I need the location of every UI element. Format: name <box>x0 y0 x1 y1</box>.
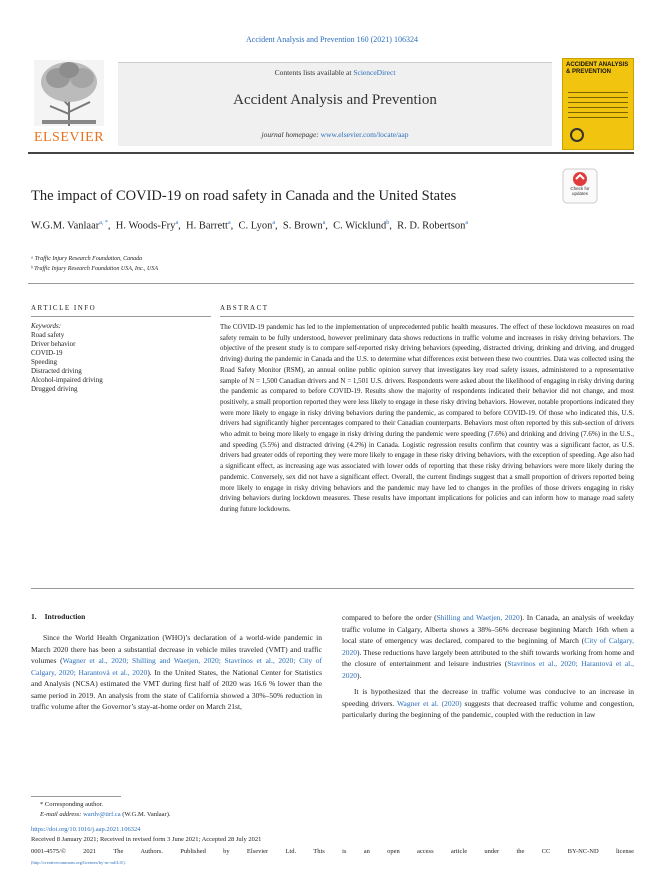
email-link[interactable]: wardv@tirf.ca <box>83 811 121 818</box>
paragraph: It is hypothesized that the decrease in traffic volume was conducive to an increase in speeding drivers. Wagner et al. (2020) suggests that decreased traffic volume and congestion, particularly during the beginning of the pandemic, coupled with the reduction in law <box>342 687 634 719</box>
license-text: 0001-4575/© 2021 The Authors. Published by Elsevier Ltd. This is an open access article under the CC BY-NC-ND license <box>31 848 634 855</box>
contents-line: Contents lists available at ScienceDirect <box>274 68 396 77</box>
keyword-item: COVID-19 <box>31 349 63 357</box>
license-link[interactable]: (http://creativecommons.org/licenses/by-nc-nd/4.0/). <box>31 860 126 865</box>
citation-link[interactable]: Wagner et al. (2020) <box>397 698 462 708</box>
homepage-line: journal homepage: www.elsevier.com/locate/aap <box>261 130 409 139</box>
journal-reference[interactable]: Accident Analysis and Prevention 160 (2021) 106324 <box>246 35 418 44</box>
doi-link[interactable]: https://doi.org/10.1016/j.aap.2021.106324 <box>31 826 141 833</box>
cover-text-lines <box>568 92 628 128</box>
keyword-item: Driver behavior <box>31 340 76 348</box>
keywords-list <box>31 322 211 394</box>
keyword-item: Speeding <box>31 358 58 366</box>
keyword-item: Distracted driving <box>31 367 82 375</box>
affiliation-b: ᵇ Traffic Injury Research Foundation USA, Inc., USA <box>31 266 159 272</box>
check-for-updates-label: Check for updates <box>570 186 590 196</box>
author-name[interactable]: H. Barrett <box>185 220 228 232</box>
body-column-left <box>31 632 322 718</box>
author-name[interactable]: C. Lyon <box>238 220 273 232</box>
keyword-item: Alcohol-impaired driving <box>31 376 103 384</box>
abstract-heading: ABSTRACT <box>220 304 269 312</box>
homepage-link[interactable]: www.elsevier.com/locate/aap <box>320 130 409 139</box>
paragraph: Since the World Health Organization (WHO)’s declaration of a world-wide pandemic in March 2020 there has been a substantial decrease in vehicle miles traveled (VMT) and traffic volumes (Wagner et al., 2020; Shilling and Waetjen, 2020; Stavrinos et al., 2020; City of Calgary, 2020; Harantová et al., 2020). In the United States, the National Center for Statistics and Analysis (NCSA) estimated the VMT during first half of 2020 was 16.6 % lower than the same period in 2019. An analysis from the state of California showed a 30%–50% reduction in traffic volume after the Governor’s stay-at-home order on March 21st, <box>31 633 323 711</box>
citation-link[interactable]: City of Calgary, 2020 <box>342 636 634 657</box>
article-dates: Received 8 January 2021; Received in revised form 3 June 2021; Accepted 28 July 2021 <box>31 836 262 843</box>
citation-link[interactable]: Wagner et al., 2020; Shilling and Waetjen, 2020; Stavrinos et al., 2020; City of Calgary, 2020; Harantová et al., 2020 <box>31 656 322 677</box>
author-name[interactable]: S. Brown <box>282 220 323 232</box>
section-rule <box>28 283 634 284</box>
author-name[interactable]: H. Woods-Fry <box>115 220 176 232</box>
article-info-heading: ARTICLE INFO <box>31 304 97 312</box>
cover-title: ACCIDENT ANALYSIS & PREVENTION <box>566 62 629 75</box>
header-rule <box>28 152 634 154</box>
abstract-text: The COVID-19 pandemic has led to the implementation of unprecedented public health measures. The effect of these lockdown measures on road safety remain to be fully understood, however preliminary data shows reductions in traffic volume and increases in risky driving behaviors. The objective of the present study is to compare self-reported risky driving behaviors (speeding, distracted driving, drinking and driving, and drugged driving) during the pandemic in Canada and the U.S. to determine what differences exist between these two countries. Data was collected using the Road Safety Monitor (RSM), an annual online public opinion survey that investigates key road safety issues, administered to a representative sample of N = 1,500 Canadian drivers and N = 1,501 U.S. drivers. Respondents were asked about the likelihood of engaging in risky driving during the pandemic as compared to before COVID-19. Results show the majority of respondents indicated their behavior did not change, and most positively, a small proportion reported they were less likely to engage in these risky driving behaviors. However, notable proportions indicated they were more likely to engage in risky driving behaviors during the pandemic, as compared to before COVID-19. Of those who indicated this, U.S. drivers had significantly higher percentages compared to their Canadian counterparts. Behaviors most often reported by this sub-section of drivers who admit to being more likely to engage in risky driving during the pandemic were speeding (7.6%) and drinking and driving (7.6%) in the U.S., and speeding (5.5%) and distracted driving (4.2%) in Canada. Logistic regression results confirm that country was a significant factor, as U.S. drivers had greater odds of reporting they were more likely to engage in these risky driving behaviors, with the exception of speeding. Age also had a significant effect, as increasing age was associated with lower odds of reporting that these risky driving behaviors were more likely during the pandemic. Conversely, sex did not have a significant effect. Overall, the current findings suggest that a small proportion of drivers reported being more likely to engage in risky driving behaviors and the pandemic may have led to changes in the profiles of those drivers engaging in risky driving behaviors during lockdown measures. These results have important implications for policies and can inform how to manage road safety during future lockdowns. <box>220 323 635 513</box>
article-title: The impact of COVID-19 on road safety in Canada and the United States <box>31 188 457 204</box>
keyword-item: Road safety <box>31 331 65 339</box>
citation-link[interactable]: Shilling and Waetjen, 2020 <box>436 613 520 622</box>
body-column-right <box>342 612 634 726</box>
sciencedirect-link[interactable]: ScienceDirect <box>353 68 396 77</box>
abstract-rule <box>220 316 634 317</box>
affiliation-a: ᵃ Traffic Injury Research Foundation, Canada <box>31 256 143 262</box>
paragraph: compared to before the order (Shilling and Waetjen, 2020). In Canada, an analysis of weekday traffic volume in Calgary, Alberta shows a 38%–56% decrease beginning March 16th when a local state of emergency was declared, compared to the beginning of March (City of Calgary, 2020). These reductions have largely been attributed to the shift towards working from home and the closure of entertainment and leisure industries (Stavrinos et al., 2020; Harantová et al., 2020). <box>342 613 634 680</box>
citation-link[interactable]: Stavrinos et al., 2020; Harantová et al., 2020 <box>342 659 634 680</box>
author-name[interactable]: R. D. Robertson <box>397 220 466 232</box>
intro-heading: 1. Introduction <box>31 612 86 621</box>
author-name[interactable]: C. Wicklund <box>333 220 387 232</box>
journal-title: Accident Analysis and Prevention <box>233 92 437 108</box>
article-info-rule <box>31 316 211 317</box>
footnote-rule <box>31 796 121 797</box>
abstract-bottom-rule <box>31 588 634 589</box>
corresponding-author-note: * Corresponding author. E-mail address: wardv@tirf.ca (W.G.M. Vanlaar). <box>40 801 171 818</box>
author-name[interactable]: W.G.M. Vanlaar <box>31 220 100 232</box>
cover-logo-icon <box>570 128 584 142</box>
elsevier-wordmark: ELSEVIER <box>33 130 105 145</box>
author-list: W.G.M. Vanlaar$^{a, *}$, H. Woods-Fry$^a$, H. Barrett$^a$, C. Lyon$^a$, S. Brown$^a$, C. Wicklund$^b$, R. D. Robertson$^a$ <box>31 220 469 232</box>
keywords-heading: Keywords: <box>31 322 62 330</box>
keyword-item: Drugged driving <box>31 385 78 393</box>
